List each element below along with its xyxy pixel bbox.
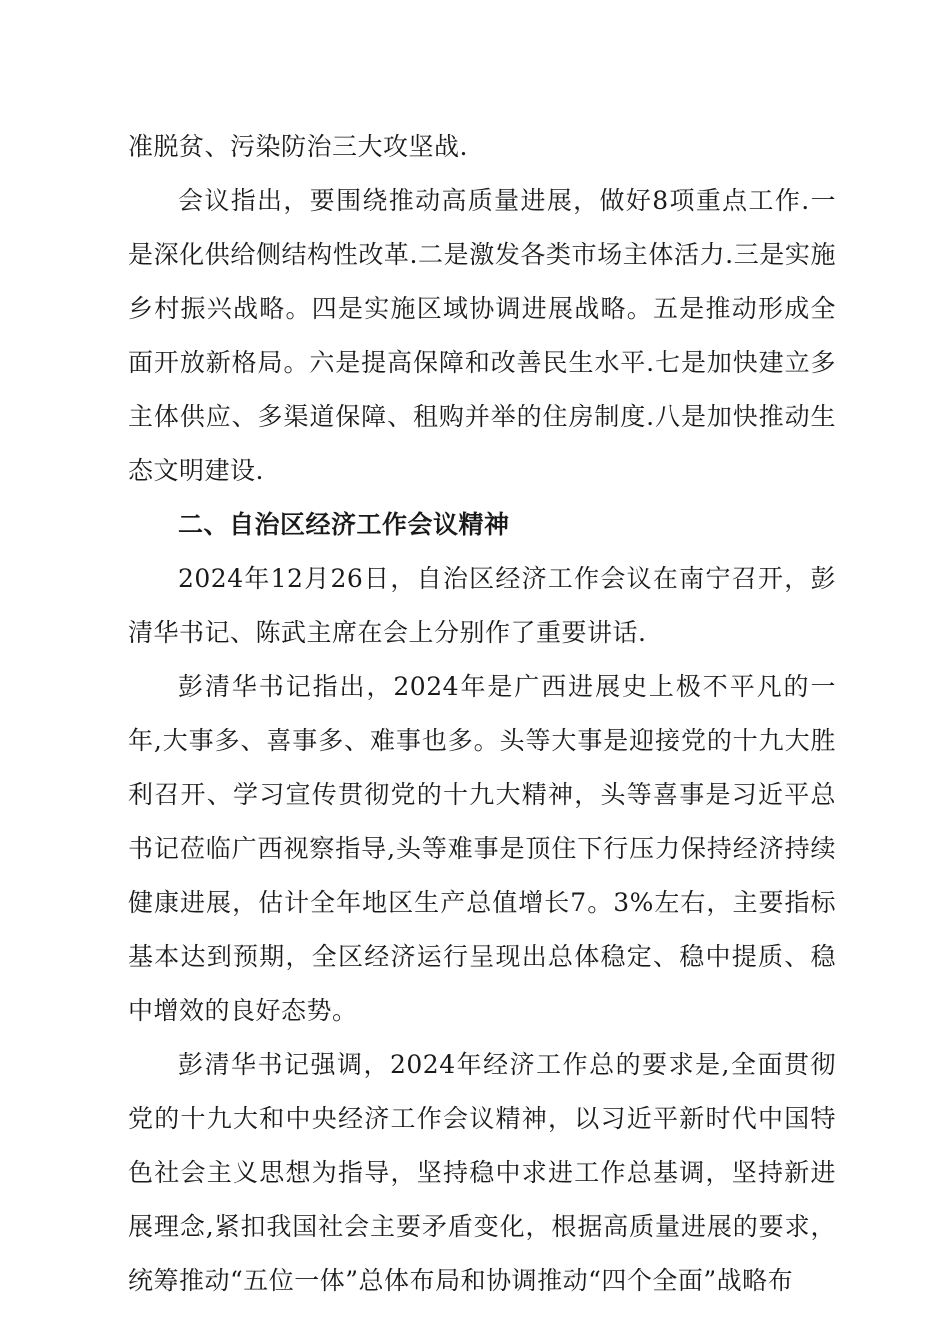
document-body [128, 120, 836, 1308]
paragraph-secretary-remarks: 彭清华书记指出，2024年是广西进展史上极不平凡的一年,大事多、喜事多、难事也多。头等大事是迎接党的十九大胜利召开、学习宣传贯彻党的十九大精神，头等喜事是习近平总书记莅临广西视察指导,头等难事是顶住下行压力保持经济持续健康进展，估计全年地区生产总值增长7。3%左右，主要指标基本达到预期，全区经济运行呈现出总体稳定、稳中提质、稳中增效的良好态势。 [128, 672, 836, 1025]
paragraph-meeting-date: 2024年12月26日，自治区经济工作会议在南宁召开，彭清华书记、陈武主席在会上分别作了重要讲话. [128, 564, 836, 647]
paragraph-secretary-emphasis: 彭清华书记强调，2024年经济工作总的要求是,全面贯彻党的十九大和中央经济工作会议精神，以习近平新时代中国特色社会主义思想为指导，坚持稳中求进工作总基调，坚持新进展理念,紧扣我国社会主要矛盾变化，根据高质量进展的要求，统筹推动“五位一体”总体布局和协调推动“四个全面”战略布 [128, 1050, 836, 1295]
paragraph-continuation: 准脱贫、污染防治三大攻坚战. [128, 132, 468, 161]
paragraph-meeting-points: 会议指出，要围绕推动高质量进展，做好8项重点工作.一是深化供给侧结构性改革.二是激发各类市场主体活力.三是实施乡村振兴战略。四是实施区域协调进展战略。五是推动形成全面开放新格局。六是提高保障和改善民生水平.七是加快建立多主体供应、多渠道保障、租购并举的住房制度.八是加快推动生态文明建设. [128, 186, 836, 485]
section-heading: 二、自治区经济工作会议精神 [178, 510, 510, 539]
